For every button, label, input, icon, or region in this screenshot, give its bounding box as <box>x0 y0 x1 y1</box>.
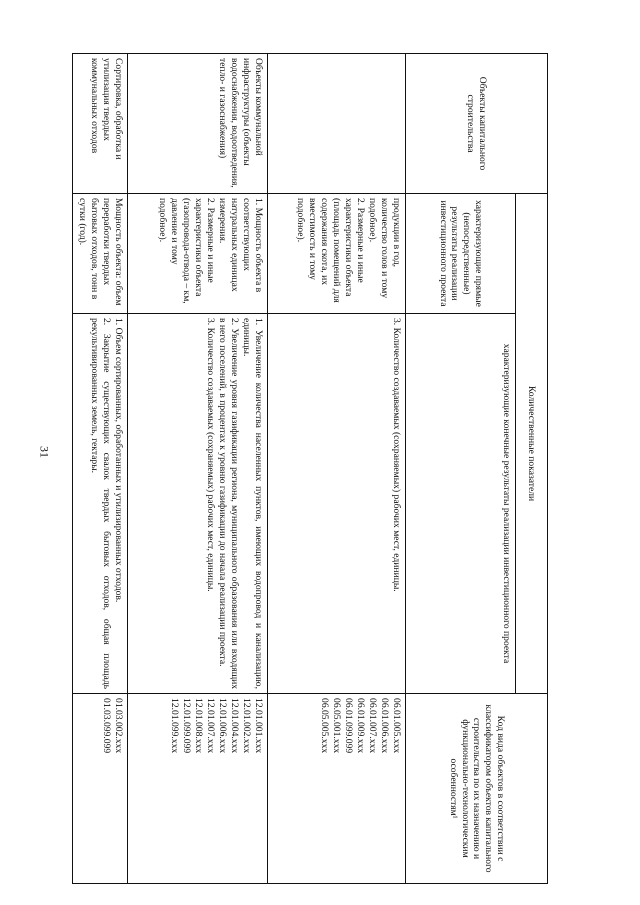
cell-codes: 06.01.005.xxx 06.01.006.xxx 06.01.007.xxx 06.01.009.xxx 06.01.099.099 06.05.001.xxx 06.05.005.xxx <box>268 694 406 884</box>
cell-direct: продукции в год, количество голов и тому подобное). 2. Размерные и иные характеристики объекта (площадь помещений для содержания скота, их вместимость и тому подобное). <box>268 194 406 314</box>
final-item: 1. Увеличение количества населенных пунктов, имеющих водопровод и канализацию, единицы. <box>241 318 264 690</box>
final-item: 1. Объем сортированных, обработанных и утилизированных отходов. <box>113 318 124 603</box>
header-objects: Объекты капитального строительства <box>406 54 548 194</box>
table-row <box>268 54 406 884</box>
cell-object: Сортировка, обработка и утилизация твердых коммунальных отходов <box>73 54 128 194</box>
cell-direct: Мощность объекта: объем переработки твердых бытовых отходов, тонн в сутки (год). <box>73 194 128 314</box>
cell-final <box>128 314 268 694</box>
final-item: 2. Закрытие существующих свалок твердых бытовых отходов, общая площадь рекультивированных земель, гектары. <box>89 318 113 690</box>
header-quantitative: Количественные показатели <box>516 194 548 694</box>
rotated-table-container <box>77 53 548 883</box>
page-number: 31 <box>37 446 52 458</box>
table-row <box>128 54 268 884</box>
final-item: 3. Количество создаваемых (сохраняемых) рабочих мест, единицы. <box>391 318 402 592</box>
final-item: 2. Увеличение уровня газификации региона, муниципального образования или входящих в него поселений, в процентах к уровню газификации до начала реализации проекта. <box>217 318 241 690</box>
cell-codes: 01.03.002.xxx 01.03.099.099 <box>73 694 128 884</box>
header-code: Код вида объектов в соответствии с классификатором объектов капитального строительства по их назначению и функционально-технологическим особенностям¹ <box>406 694 548 884</box>
final-item: 3. Количество создаваемых (сохраняемых) рабочих мест, единицы. <box>205 318 217 592</box>
cell-direct: 1. Мощность объекта в соответствующих натуральных единицах измерения. 2. Размерные и иные характеристики объекта (газопровода-отвода – км, давление и тому подобное). <box>128 194 268 314</box>
table-row <box>73 54 128 884</box>
indicators-table <box>72 53 548 884</box>
header-direct-results: характеризующие прямые (непосредственные) результаты реализации инвестиционного проекта <box>406 194 516 314</box>
cell-codes: 12.01.001.xxx 12.01.002.xxx 12.01.004.xxx 12.01.006.xxx 12.01.007.xxx 12.01.008.xxx 12.01.099.099 12.01.099.xxx <box>128 694 268 884</box>
cell-object: Объекты коммунальной инфраструктуры (объекты водоснабжения, водоотведения, тепло- и газоснабжения) <box>128 54 268 194</box>
cell-final <box>73 314 128 694</box>
cell-final <box>268 314 406 694</box>
header-final-results: характеризующие конечные результаты реализации инвестиционного проекта <box>406 314 516 694</box>
cell-object <box>268 54 406 194</box>
